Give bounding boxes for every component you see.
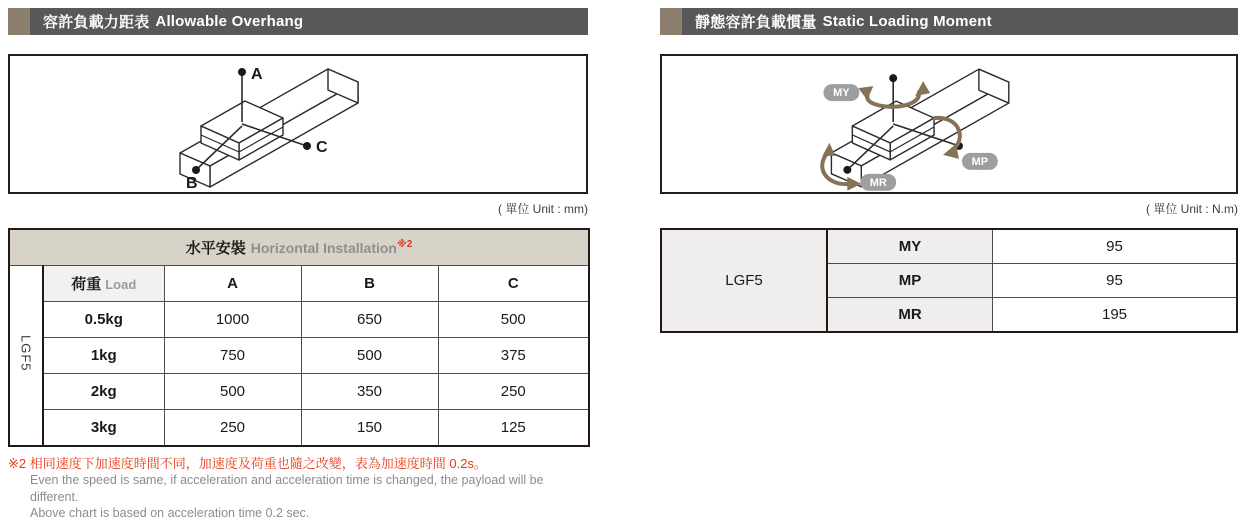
table-row <box>9 302 589 338</box>
section-title-zh: 靜態容許負載慣量 <box>695 14 817 31</box>
overhang-diagram-box <box>8 54 588 194</box>
mr-axis-dot <box>843 166 851 174</box>
overhang-diagram <box>10 56 586 192</box>
column-header-c: C <box>438 266 589 302</box>
linear-actuator-drawing <box>180 69 358 187</box>
footnote <box>8 455 588 522</box>
load-value: 0.5kg <box>43 302 164 338</box>
model-cell <box>9 266 43 447</box>
table-row <box>9 374 589 410</box>
point-c-dot <box>303 142 311 150</box>
table-row <box>9 410 589 447</box>
table-header-row <box>9 266 589 302</box>
footnote-line-zh: ※2 相同速度下加速度時間不同，加速度及荷重也隨之改變，表為加速度時間 0.2s。 <box>8 456 487 471</box>
mp-badge-label: MP <box>971 155 989 168</box>
section-title-en: Static Loading Moment <box>822 13 992 30</box>
moment-value-my: 95 <box>993 229 1238 264</box>
table-row <box>9 338 589 374</box>
point-a-dot <box>238 68 246 76</box>
static-moment-table <box>660 228 1238 333</box>
unit-label-mm: ( 單位 Unit : mm) <box>498 202 588 216</box>
cell-a: 250 <box>164 410 301 447</box>
load-value: 2kg <box>43 374 164 410</box>
cell-a: 500 <box>164 374 301 410</box>
my-arrowhead <box>915 81 930 96</box>
cell-b: 350 <box>301 374 438 410</box>
table-title-cell <box>9 229 589 266</box>
my-axis-dot <box>889 74 897 82</box>
cell-c: 250 <box>438 374 589 410</box>
horizontal-installation-table <box>8 228 590 447</box>
label-a: A <box>251 66 263 83</box>
cell-a: 1000 <box>164 302 301 338</box>
moment-value-mr: 195 <box>993 298 1238 333</box>
moment-name-my: MY <box>827 229 993 264</box>
section-header-overhang <box>8 8 588 35</box>
header-accent-square <box>8 8 30 35</box>
label-c: C <box>316 139 328 156</box>
table-title-row <box>9 229 589 266</box>
table-title-note-ref: ※2 <box>396 239 413 250</box>
cell-c: 125 <box>438 410 589 447</box>
cell-b: 150 <box>301 410 438 447</box>
point-b-dot <box>192 166 200 174</box>
section-title-moment <box>682 8 992 35</box>
moment-value-mp: 95 <box>993 264 1238 298</box>
section-title-zh: 容許負載力距表 <box>43 14 150 31</box>
section-title-overhang <box>30 8 303 35</box>
label-b: B <box>186 175 198 192</box>
load-value: 3kg <box>43 410 164 447</box>
my-arrowhead <box>858 86 873 100</box>
table-title-zh: 水平安裝 <box>185 240 246 257</box>
section-header-moment <box>660 8 1238 35</box>
load-header-cell: 荷重 Load <box>43 266 164 302</box>
section-title-en: Allowable Overhang <box>155 13 304 30</box>
cell-a: 750 <box>164 338 301 374</box>
model-label: LGF5 <box>18 335 34 372</box>
cell-c: 500 <box>438 302 589 338</box>
moment-name-mp: MP <box>827 264 993 298</box>
moment-name-mr: MR <box>827 298 993 333</box>
header-accent-square <box>660 8 682 35</box>
moment-diagram <box>662 56 1236 192</box>
cell-b: 500 <box>301 338 438 374</box>
mr-badge-label: MR <box>869 176 887 189</box>
column-header-a: A <box>164 266 301 302</box>
load-value: 1kg <box>43 338 164 374</box>
cell-b: 650 <box>301 302 438 338</box>
footnote-line-en-2: Above chart is based on acceleration time 0.2 sec. <box>30 506 310 521</box>
model-cell: LGF5 <box>661 229 827 332</box>
column-header-b: B <box>301 266 438 302</box>
unit-label-nm: ( 單位 Unit : N.m) <box>1146 202 1238 216</box>
allowable-overhang-section <box>8 8 588 522</box>
cell-c: 375 <box>438 338 589 374</box>
mr-arrowhead <box>822 143 835 156</box>
my-badge-label: MY <box>833 87 850 100</box>
moment-diagram-box <box>660 54 1238 194</box>
table-row <box>661 229 1237 264</box>
footnote-line-en-1: Even the speed is same, if acceleration and acceleration time is changed, the payload will be different. <box>30 473 544 504</box>
table-title-en: Horizontal Installation <box>250 240 397 256</box>
static-loading-moment-section <box>660 8 1238 333</box>
